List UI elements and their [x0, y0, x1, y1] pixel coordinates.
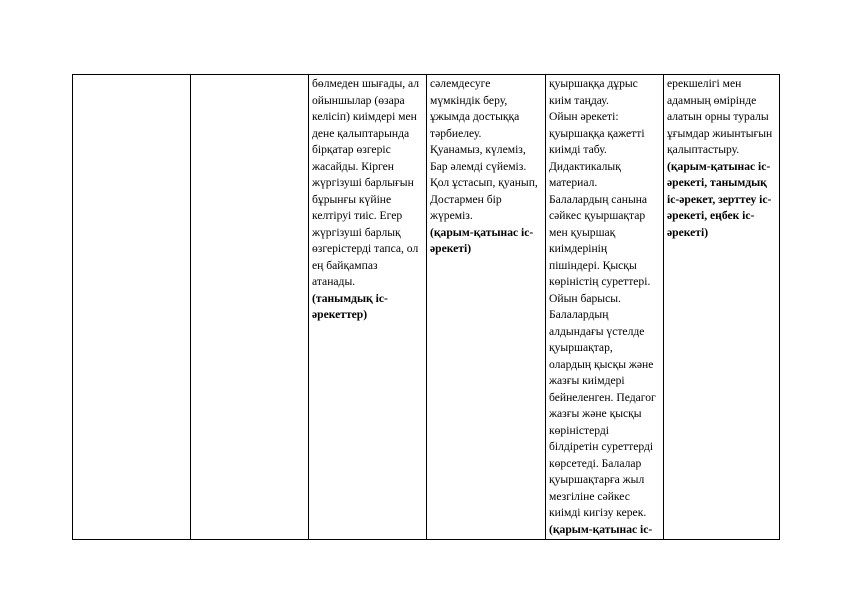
- text-line: білдіретін суреттерді: [549, 440, 654, 453]
- text-line: қалыптастыру.: [667, 143, 740, 156]
- activity-line: әрекеті, еңбек іс-: [667, 209, 755, 222]
- text-line: жүреміз.: [430, 209, 473, 222]
- text-line: жасайды. Кірген: [312, 159, 394, 173]
- activity-type-label: [549, 522, 660, 539]
- text-line: жүргізуші барлық: [312, 225, 401, 239]
- text-line: көрсетеді. Балалар: [549, 456, 642, 470]
- activity-type-label: [312, 291, 423, 324]
- text-line: Дидактикалық: [549, 159, 621, 173]
- activity-line: (қарым-қатынас іс-: [549, 522, 653, 536]
- text-line: ойыншылар (өзара: [312, 93, 405, 107]
- text-line: келтіруі тиіс. Егер: [312, 209, 403, 222]
- text-line: жазғы киімдері: [549, 374, 625, 387]
- cell-col-2: [191, 75, 309, 540]
- text-line: ерекшелігі мен: [667, 77, 742, 90]
- text-line: қуыршақтар,: [549, 341, 613, 354]
- text-line: алатын орны туралы: [667, 110, 769, 123]
- cell-text: [430, 76, 542, 225]
- cell-col-4: [427, 75, 546, 540]
- text-line: ең байқампаз: [312, 258, 378, 272]
- cell-text: [312, 76, 423, 291]
- text-line: адамның өмірінде: [667, 93, 757, 107]
- activity-type-label: [667, 159, 776, 242]
- text-line: алдындағы үстелде: [549, 324, 645, 338]
- activity-line: әрекеті, танымдық: [667, 176, 767, 189]
- text-line: келісіп) киімдері мен: [312, 110, 417, 123]
- text-line: көріністерді: [549, 423, 609, 437]
- text-line: қуыршаққа қажетті: [549, 126, 645, 140]
- cell-col-6: [664, 75, 780, 540]
- text-line: Достармен бір: [430, 192, 502, 206]
- text-line: Қол ұстасып, қуанып,: [430, 176, 538, 189]
- activity-line: іс-әрекет, зерттеу іс-: [667, 192, 772, 206]
- text-line: бірқатар өзгеріс: [312, 143, 391, 156]
- text-line: қуыршаққа дұрыс: [549, 77, 638, 90]
- text-line: тәрбиелеу.: [430, 126, 482, 140]
- text-line: қуыршақтарға жыл: [549, 473, 645, 486]
- text-line: киімді кигізу керек.: [549, 506, 647, 519]
- text-line: киім таңдау.: [549, 93, 609, 107]
- text-line: мен қуыршақ: [549, 225, 616, 239]
- text-line: мезгіліне сәйкес: [549, 489, 630, 503]
- text-line: мүмкіндік беру,: [430, 93, 508, 107]
- text-line: Балалардың: [549, 308, 609, 321]
- text-line: бейнеленген. Педагог: [549, 390, 656, 404]
- activity-line: (танымдық іс-: [312, 291, 388, 305]
- text-line: көріністің суреттері.: [549, 275, 651, 288]
- text-line: жүргізуші барлығын: [312, 176, 414, 189]
- cell-col-3: [309, 75, 427, 540]
- text-line: пішіндері. Қысқы: [549, 258, 637, 272]
- activity-type-label: [430, 225, 542, 258]
- text-line: бөлмеден шығады, ал: [312, 77, 420, 90]
- activity-line: (қарым-қатынас іс-: [667, 159, 771, 173]
- text-line: киімдерінің: [549, 242, 608, 255]
- text-line: ұжымда достыққа: [430, 110, 520, 123]
- activity-line: (қарым-қатынас іс-: [430, 225, 534, 239]
- text-line: сәлемдесуге: [430, 77, 491, 90]
- cell-text: [667, 76, 776, 159]
- text-line: өзгерістерді тапса, ол: [312, 242, 419, 255]
- activity-line: әрекеті): [667, 225, 709, 239]
- activity-line: әрекеттер): [312, 308, 368, 321]
- text-line: жазғы және қысқы: [549, 407, 642, 420]
- table-row: [73, 75, 780, 540]
- text-line: киімді табу.: [549, 143, 607, 156]
- text-line: Ойын барысы.: [549, 291, 621, 305]
- activity-line: әрекеті): [430, 242, 472, 255]
- lesson-plan-table: [72, 74, 780, 540]
- cell-col-1: [73, 75, 191, 540]
- text-line: дене қалыптарында: [312, 126, 410, 140]
- text-line: бұрынғы күйіне: [312, 192, 392, 206]
- text-line: атанады.: [312, 275, 356, 288]
- cell-text: [549, 76, 660, 522]
- text-line: олардың қысқы және: [549, 357, 654, 371]
- text-line: материал.: [549, 176, 598, 189]
- text-line: Ойын әрекеті:: [549, 110, 619, 123]
- text-line: Қуанамыз, күлеміз,: [430, 143, 526, 156]
- text-line: ұғымдар жиынтығын: [667, 126, 773, 140]
- text-line: сәйкес қуыршақтар: [549, 209, 646, 222]
- cell-col-5: [546, 75, 664, 540]
- text-line: Балалардың санына: [549, 192, 648, 206]
- text-line: Бар әлемді сүйеміз.: [430, 159, 527, 173]
